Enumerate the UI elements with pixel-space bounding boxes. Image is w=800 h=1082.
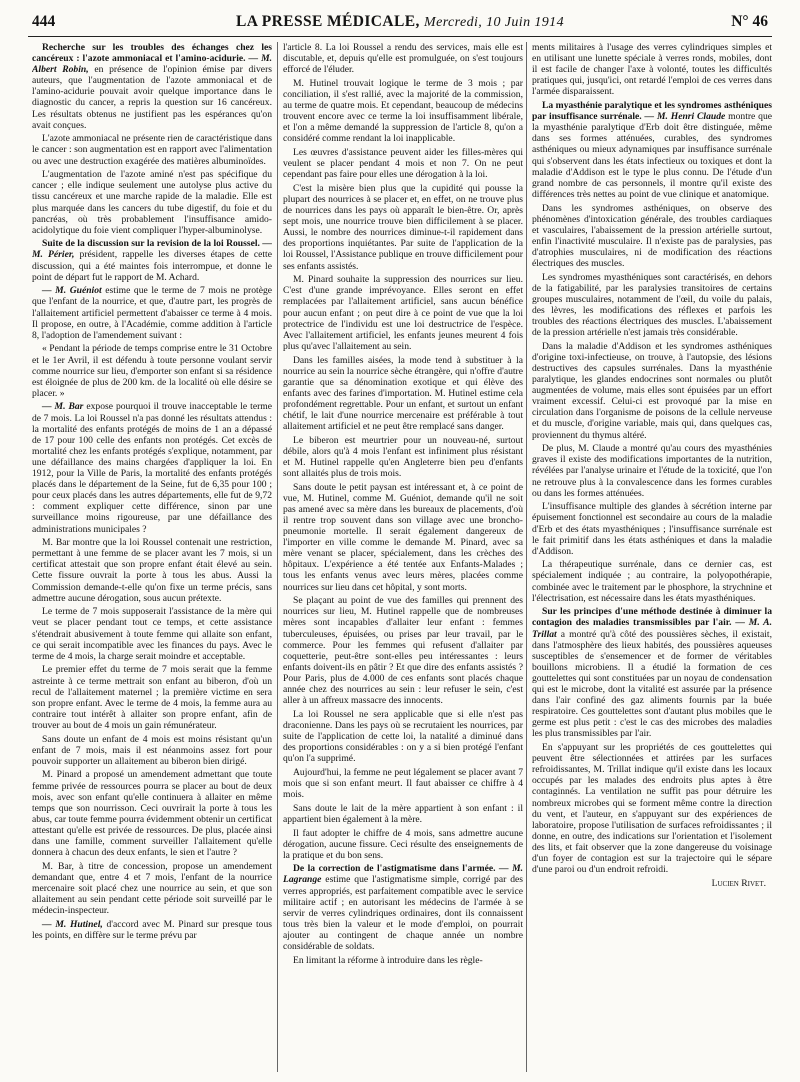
author-name: — M. Lagrange [283, 863, 523, 886]
author-name: — M. Guéniot [42, 285, 102, 297]
paragraph-text: a montré qu'à côté des poussières sèches, il existait, dans l'atmosphère des lieux habités, des poussières aqueuses susceptibles de s'ensemencer et de former de véritables bouillons microbiens. Il a étudié la formation de ces gouttelettes qui sont constituées par un noyau de condensation qui est le microbe, dont la vitalité est assurée par la présence dans l'air confiné des gaz aliments fournis par la buée respiratoire. Ces gouttelettes sont d'autant plus mobiles que le germe est plus petit : c'est le cas des microbes des maladies les plus transmissibles par l'air. [532, 628, 772, 740]
article-heading: De la correction de l'astigmatisme dans l'armée. [293, 863, 496, 875]
issue-number: N° 46 [731, 13, 768, 30]
paragraph-text: d'accord avec M. Pinard sur presque tous les points, en diffère sur le terme prévu par [32, 918, 272, 941]
paragraph: C'est la misère bien plus que la cupidité qui pousse la plupart des nourrices à se placer et, en effet, on ne trouve plus de nourrices dans les pays où apparaît le bien-être. Or, après sept mois, une nourrice trouve bien difficilement à se placer. Aussi, le nombre des nourrices diminue-t-il rapidement dans des proportions inquiétantes. Par suite de l'application de la loi Roussel, l'Assistance publique en trouve difficilement pour ses enfants assistés. [283, 182, 523, 272]
paragraph: M. Bar montre que la loi Roussel contenait une restriction, permettant à une femme de se placer avant les 7 mois, si un certificat attestait que son propre enfant était élevé au sein. Cette fissure ouvrait la porte à tous les abus. Aussi la Commission demande-t-elle qu'on fixe un terme précis, sans admettre aucune dérogation, sous aucun prétexte. [32, 537, 272, 604]
paragraph-text: estime que le terme de 7 mois ne protège que l'enfant de la nourrice, et que, d'autre part, les progrès de l'allaitement artificiel permettent d'abaisser ce terme à 4 mois. Il propose, en outre, à l'Académie, comme addition à l'article 8, l'adoption de l'amendement suivant : [32, 285, 272, 341]
page-header [28, 11, 772, 33]
paragraph: Le biberon est meurtrier pour un nouveau-né, surtout débile, alors qu'à 4 mois l'enfant est infiniment plus résistant et M. Hutinel rappelle qu'en Angleterre bien peu d'enfants sont allaités plus de trois mois. [283, 434, 523, 480]
paragraph: L'insuffisance multiple des glandes à sécrétion interne par épuisement fonctionnel est secondaire au cours de la maladie d'Erb et des états myasthéniques ; l'insuffisance surrénale est le fait primitif dans les états asthéniques et dans la maladie d'Addison. [532, 501, 772, 557]
page-number: 444 [32, 13, 56, 30]
paragraph: M. Hutinel trouvait logique le terme de 3 mois ; par conciliation, il s'est rallié, avec la majorité de la commission, au terme de quatre mois. Et cependant, beaucoup de médecins trouvent encore avec ce terme la loi insuffisamment libérale, et l'on a même demandé la suppression de l'article 8, qu'on a considéré comme rendant la loi inapplicable. [283, 77, 523, 145]
author-name: — M. Albert Robin, [32, 53, 272, 76]
paragraph-text: expose pourquoi il trouve inacceptable le terme de 7 mois. La loi Roussel n'a pas donné les résultats attendus : la mortalité des enfants protégés de moins de 1 an a dépassé de 17 pour 100 celle des enfants non protégés. Cet excès de mortalité chez les enfants protégés s'explique, notamment, par une défaillance des mains chargées d'appliquer la loi. En 1912, pour la Ville de Paris, la mortalité des enfants protégés placés dans le département de la Seine, fut de 6,35 pour 100 ; pour ceux placés dans les autres départements, elle fut de 9,72 : comment expliquer cette différence, sinon par une surveillance moins rigoureuse, par une défaillance des administrations municipales ? [32, 401, 272, 535]
paragraph: En limitant la réforme à introduire dans les règle- [293, 954, 483, 966]
paragraph [532, 606, 772, 739]
paragraph: En s'appuyant sur les propriétés de ces gouttelettes qui peuvent être sélectionnées et attirées par les surfaces refroidissantes, M. Trillat indique qu'il existe dans les locaux occupés par les malades des endroits plus aptes à être contaginnés. La ventilation ne suffit pas pour détruire les nombreux microbes qui se forment même contre la direction du vent, et l'auteur, en s'appuyant sur des expériences de laboratoire, propose l'utilisation de surfaces refroidissantes ; il donne, en outre, des indications sur l'orientation et l'isolement des lits, et fait observer que la zone dangereuse du voisinage d'un foyer de contagion est sur la trajectoire qui le sépare d'une paroi ou d'un endroit refroidi. [532, 742, 772, 876]
issue-date: Mercredi, 10 Juin 1914 [424, 15, 564, 30]
paragraph: Le terme de 7 mois supposerait l'assistance de la mère qui veut se placer pendant tout ce temps, et cette assistance s'étendrait abusivement à toute femme qui allaite son enfant, ce qui serait incompatible avec les finances du pays. Avec le terme de 4 mois, la charge serait moindre et acceptable. [32, 606, 272, 662]
paragraph: La loi Roussel ne sera applicable que si elle n'est pas draconienne. Dans les pays où se recrutaient les nourrices, par suite de l'application de cette loi, la natalité a diminué dans des proportions considérables : on y a si bien protégé l'enfant qu'on l'a supprimé. [283, 708, 523, 765]
paragraph: Aujourd'hui, la femme ne peut légalement se placer avant 7 mois que si son enfant meurt. Il faut abaisser ce chiffre à 4 mois. [283, 766, 523, 801]
article-heading: Suite de la discussion sur la revision de la loi Roussel. [42, 238, 260, 250]
publication-name: LA PRESSE MÉDICALE, [236, 13, 420, 30]
author-name: — M. Henri Claude [641, 111, 726, 123]
column-3 [532, 42, 772, 1072]
paragraph: ments militaires à l'usage des verres cylindriques simples et en utilisant une lunette spéciale à verres ronds, mobiles, dont il est facile de changer l'axe à volonté, toutes les difficultés pratiques qui, jusqu'ici, ont retardé l'emploi de ces verres dans l'armée disparaissent. [532, 42, 772, 98]
paragraph: Dans la maladie d'Addison et les syndromes asthéniques d'origine toxi-infectieuse, on trouve, à l'autopsie, des lésions destructives des capsules surrénales. Dans la myasthénie paralytique, les glandes endocrines sont normales ou plutôt augmentées de volume, mais elles sont épuisées par un effort vraiment excessif. Celui-ci est provoqué par la mise en circulation dans l'organisme de poisons de la cellule nerveuse et du muscle, d'origine variable, mais qui, dans quelques cas, proviennent du thymus altéré. [532, 340, 772, 441]
paragraph [283, 863, 523, 952]
paragraph: Sans doute le lait de la mère appartient à son enfant : il appartient bien également à la mère. [283, 802, 523, 825]
paragraph [32, 285, 272, 340]
paragraph [532, 100, 772, 200]
paragraph [32, 42, 272, 131]
paragraph: La thérapeutique surrénale, dans ce dernier cas, est spécialement indiquée ; au contraire, la polyopothérapie, combinée avec le traitement par le phosphore, la strychnine et l'électrisation, est nécessaire dans les états myasthéniques. [532, 559, 772, 604]
paragraph [32, 919, 272, 941]
paragraph: Se plaçant au point de vue des familles qui prennent des nourrices sur lieu, M. Hutinel rappelle que de nombreuses mères sont incapables d'allaiter leur enfant : femmes tuberculeuses, épuisées, ou prises par leur travail, par le commerce. Pour les femmes qui refusent d'allaiter par coquetterie, peut-être sont-elles peu intéressantes : leurs enfants doivent-ils en pâtir ? Et que dire des enfants assistés ? Pour Paris, plus de 4.000 de ces enfants sont placés chaque année chez des nourrices au sein : leur refuser le sein, c'est aller à un affreux massacre des innocents. [283, 595, 523, 707]
paragraph: L'augmentation de l'azote aminé n'est pas spécifique du cancer ; elle indique seulement une autolyse plus active du tissu cancéreux et une marche rapide de la maladie. Elle est plus marquée dans les cancers du tube digestif, du foie et du pancréas, où très probablement l'insuffisance amido-acidolytique du foie vient compliquer l'hyper-albuminolyse. [32, 169, 272, 236]
paragraph-text: montre que la myasthénie paralytique d'Erb doit être distinguée, même dans ses formes atténuées, curables, des syndromes asthéniques ou mieux adynamiques par insuffisance surrénale qui s'observent dans les états infectieux ou toxiques et dont la maladie d'Addison est le type le plus connu. De l'étude d'un grand nombre de cas personnels, il montre qu'il existe des différences très nettes au point de vue clinique et anatomique. [532, 111, 772, 200]
paragraph: Dans les syndromes asthéniques, on observe des phénomènes d'intoxication générale, des troubles cardiaques et vasculaires, l'abaissement de la pression artérielle surtout, enfin l'inactivité musculaire. Il n'existe pas de paralysies, pas d'atrophies musculaires, ni de modification des réactions électriques des muscles. [532, 202, 772, 269]
paragraph [32, 238, 272, 282]
paragraph: Dans les familles aisées, la mode tend à substituer à la nourrice au sein la nourrice sèche étrangère, qui n'offre d'autre garantie que sa dénomination exotique et qui élève des enfants avec des farines d'importation. M. Hutinel estime cela profondément regrettable. Pour un enfant, et surtout un enfant chétif, le lait d'une nourrice mercenaire est préférable à tout allaitement artificiel et ne peut être remplacé sans danger. [283, 354, 523, 433]
paragraph: l'article 8. La loi Roussel a rendu des services, mais elle est discutable, et, depuis qu'elle est promulguée, on s'est toujours efforcé de l'éluder. [283, 42, 523, 76]
paragraph-text: estime que l'astigmatisme simple, corrigé par des verres appropriés, est parfaitement compatible avec le service militaire actif ; en autorisant les médecins de l'armée à se servir de verres cylindriques ordinaires, dont ils connaissent tous très bien la valeur et le mode d'emploi, on pourrait ajouter au contingent de chaque année un nombre considérable de soldats. [283, 874, 523, 953]
author-name: — M. Périer, [32, 238, 272, 261]
paragraph [32, 401, 272, 534]
paragraph: « Pendant la période de temps comprise entre le 31 Octobre et le 1er Avril, il est défendu à toute personne voulant servir comme nourrice sur lieu, d'emporter son enfant si sa résidence est éloignée de plus de 200 km. de la localité où elle désire se placer. » [32, 343, 272, 399]
paragraph: De plus, M. Claude a montré qu'au cours des myasthénies graves il existe des modifications importantes de la nutrition, révélées par l'analyse urinaire et l'étude de la toxicité, que l'on ne retrouve plus à la convalescence dans les formes curables ou dans les formes atténuées. [532, 443, 772, 499]
header-rule [28, 36, 772, 37]
article-heading: Sur les principes d'une méthode destinée à diminuer la contagion des maladies transmissibles par l'air. [532, 606, 772, 629]
author-name: — M. Hutinel, [42, 918, 103, 930]
paragraph: Sans doute le petit paysan est intéressant et, à ce point de vue, M. Hutinel, comme M. Guéniot, demande qu'il ne soit pas amené avec sa mère dans les bureaux de placements, d'où il rentre trop souvent dans son village avec une broncho-pneumonie mortelle. Il serait également dangereux de l'importer en ville comme le demande M. Pinard, avec sa mère venant se placer, spécialement, dans les crèches des hôpitaux. L'expérience a été tentée aux Enfants-Malades ; tous les enfants venus avec leurs mères, placées comme nourrices sur lieu dans cet hôpital, y sont morts. [283, 481, 523, 593]
column-2 [283, 42, 523, 1072]
paragraph: Le premier effet du terme de 7 mois serait que la femme astreinte à ce terme mettrait son enfant au biberon, d'où un recul de l'allaitement maternel ; la première victime en sera son propre enfant. Avec le terme de 4 mois, la femme aura au contraire tout intérêt à allaiter son propre enfant, afin de trouver au bout de 4 mois un gain rémunérateur. [32, 664, 272, 731]
paragraph: Il faut adopter le chiffre de 4 mois, sans admettre aucune dérogation, aucune fissure. Ceci résulte des enseignements de la pratique et du bon sens. [283, 827, 523, 861]
column-divider [526, 42, 527, 1072]
paragraph: M. Bar, à titre de concession, propose un amendement demandant que, entre 4 et 7 mois, l'enfant de la nourrice mercenaire soit placé chez une nourrice au sein, et que son allaitement au sein pendant cette période soit surveillé par le médecin-inspecteur. [32, 860, 272, 917]
paragraph: M. Pinard a proposé un amendement admettant que toute femme privée de ressources pourra se placer au bout de deux mois, avec son enfant qu'elle continuera à allaiter en même temps que son nourrisson. Ceci ouvrirait la porte à tous les abus, car toute femme pourra évidemment obtenir un certificat attestant qu'elle est privée de ressources. De plus, placée ainsi dans une famille, comment surveiller l'allaitement qu'elle donnera à chacun des deux enfants, le sien et l'autre ? [32, 769, 272, 859]
masthead [28, 11, 772, 34]
paragraph: Les œuvres d'assistance peuvent aider les filles-mères qui veulent se placer pendant 4 mois et non 7. On ne peut cependant pas faire pour elles une dérogation à la loi. [283, 147, 523, 181]
column-divider [277, 42, 278, 1072]
article-heading: La myasthénie paralytique et les syndromes asthéniques par insuffisance surrénale. [532, 100, 772, 123]
paragraph: Sans doute un enfant de 4 mois est moins résistant qu'un enfant de 7 mois, mais il est néanmoins assez fort pour pouvoir supporter un allaitement au biberon bien dirigé. [32, 733, 272, 767]
author-signature: Lucien Rivet. [711, 877, 766, 889]
author-name: — M. Bar [42, 401, 84, 413]
author-name: — M. A. Trillat [532, 617, 772, 640]
column-1 [32, 42, 272, 1072]
paragraph: M. Pinard souhaite la suppression des nourrices sur lieu. C'est d'une grande imprévoyance. Elles seront en effet remplacées par l'allaitement artificiel, sans aucun bénéfice pour aucun enfant ; on peut dire à ce point de vue que la loi protectrice de l'individu est une loi destructrice de l'espèce. Avec l'allaitement artificiel, les enfants jeunes meurent 4 fois plus qu'avec l'allaitement au sein. [283, 274, 523, 352]
article-heading: Recherche sur les troubles des échanges chez les cancéreux : l'azote ammoniacal et l'amino-acidurie. [32, 42, 272, 65]
paragraph-text: en présence de l'opinion émise par divers auteurs, que l'augmentation de l'azote ammoniacal et de l'amino-acidurie pouvait avoir quelque importance dans le diagnostic du cancer, a repris la question sur 16 cancéreux. Les résultats obtenus ne justifient pas les espérances qu'on avait conçues. [32, 64, 272, 131]
paragraph-text: président, rappelle les diverses étapes de cette discussion, qui a été maintes fois interrompue, et donne le point de départ fut le rapport de M. Achard. [32, 249, 272, 283]
paragraph: Les syndromes myasthéniques sont caractérisés, en dehors de la fatigabilité, par les paralysies transitoires de certains groupes musculaires, notamment de l'œil, du voile du palais, des lèvres, les modifications des réflexes et parfois les troubles des réactions électriques des muscles. L'abaissement de la pression artérielle n'est jamais très considérable. [532, 271, 772, 339]
paragraph: L'azote ammoniacal ne présente rien de caractéristique dans le cancer : son augmentation est en rapport avec l'alimentation ou avec une destruction exagérée des matières albuminoïdes. [32, 133, 272, 167]
